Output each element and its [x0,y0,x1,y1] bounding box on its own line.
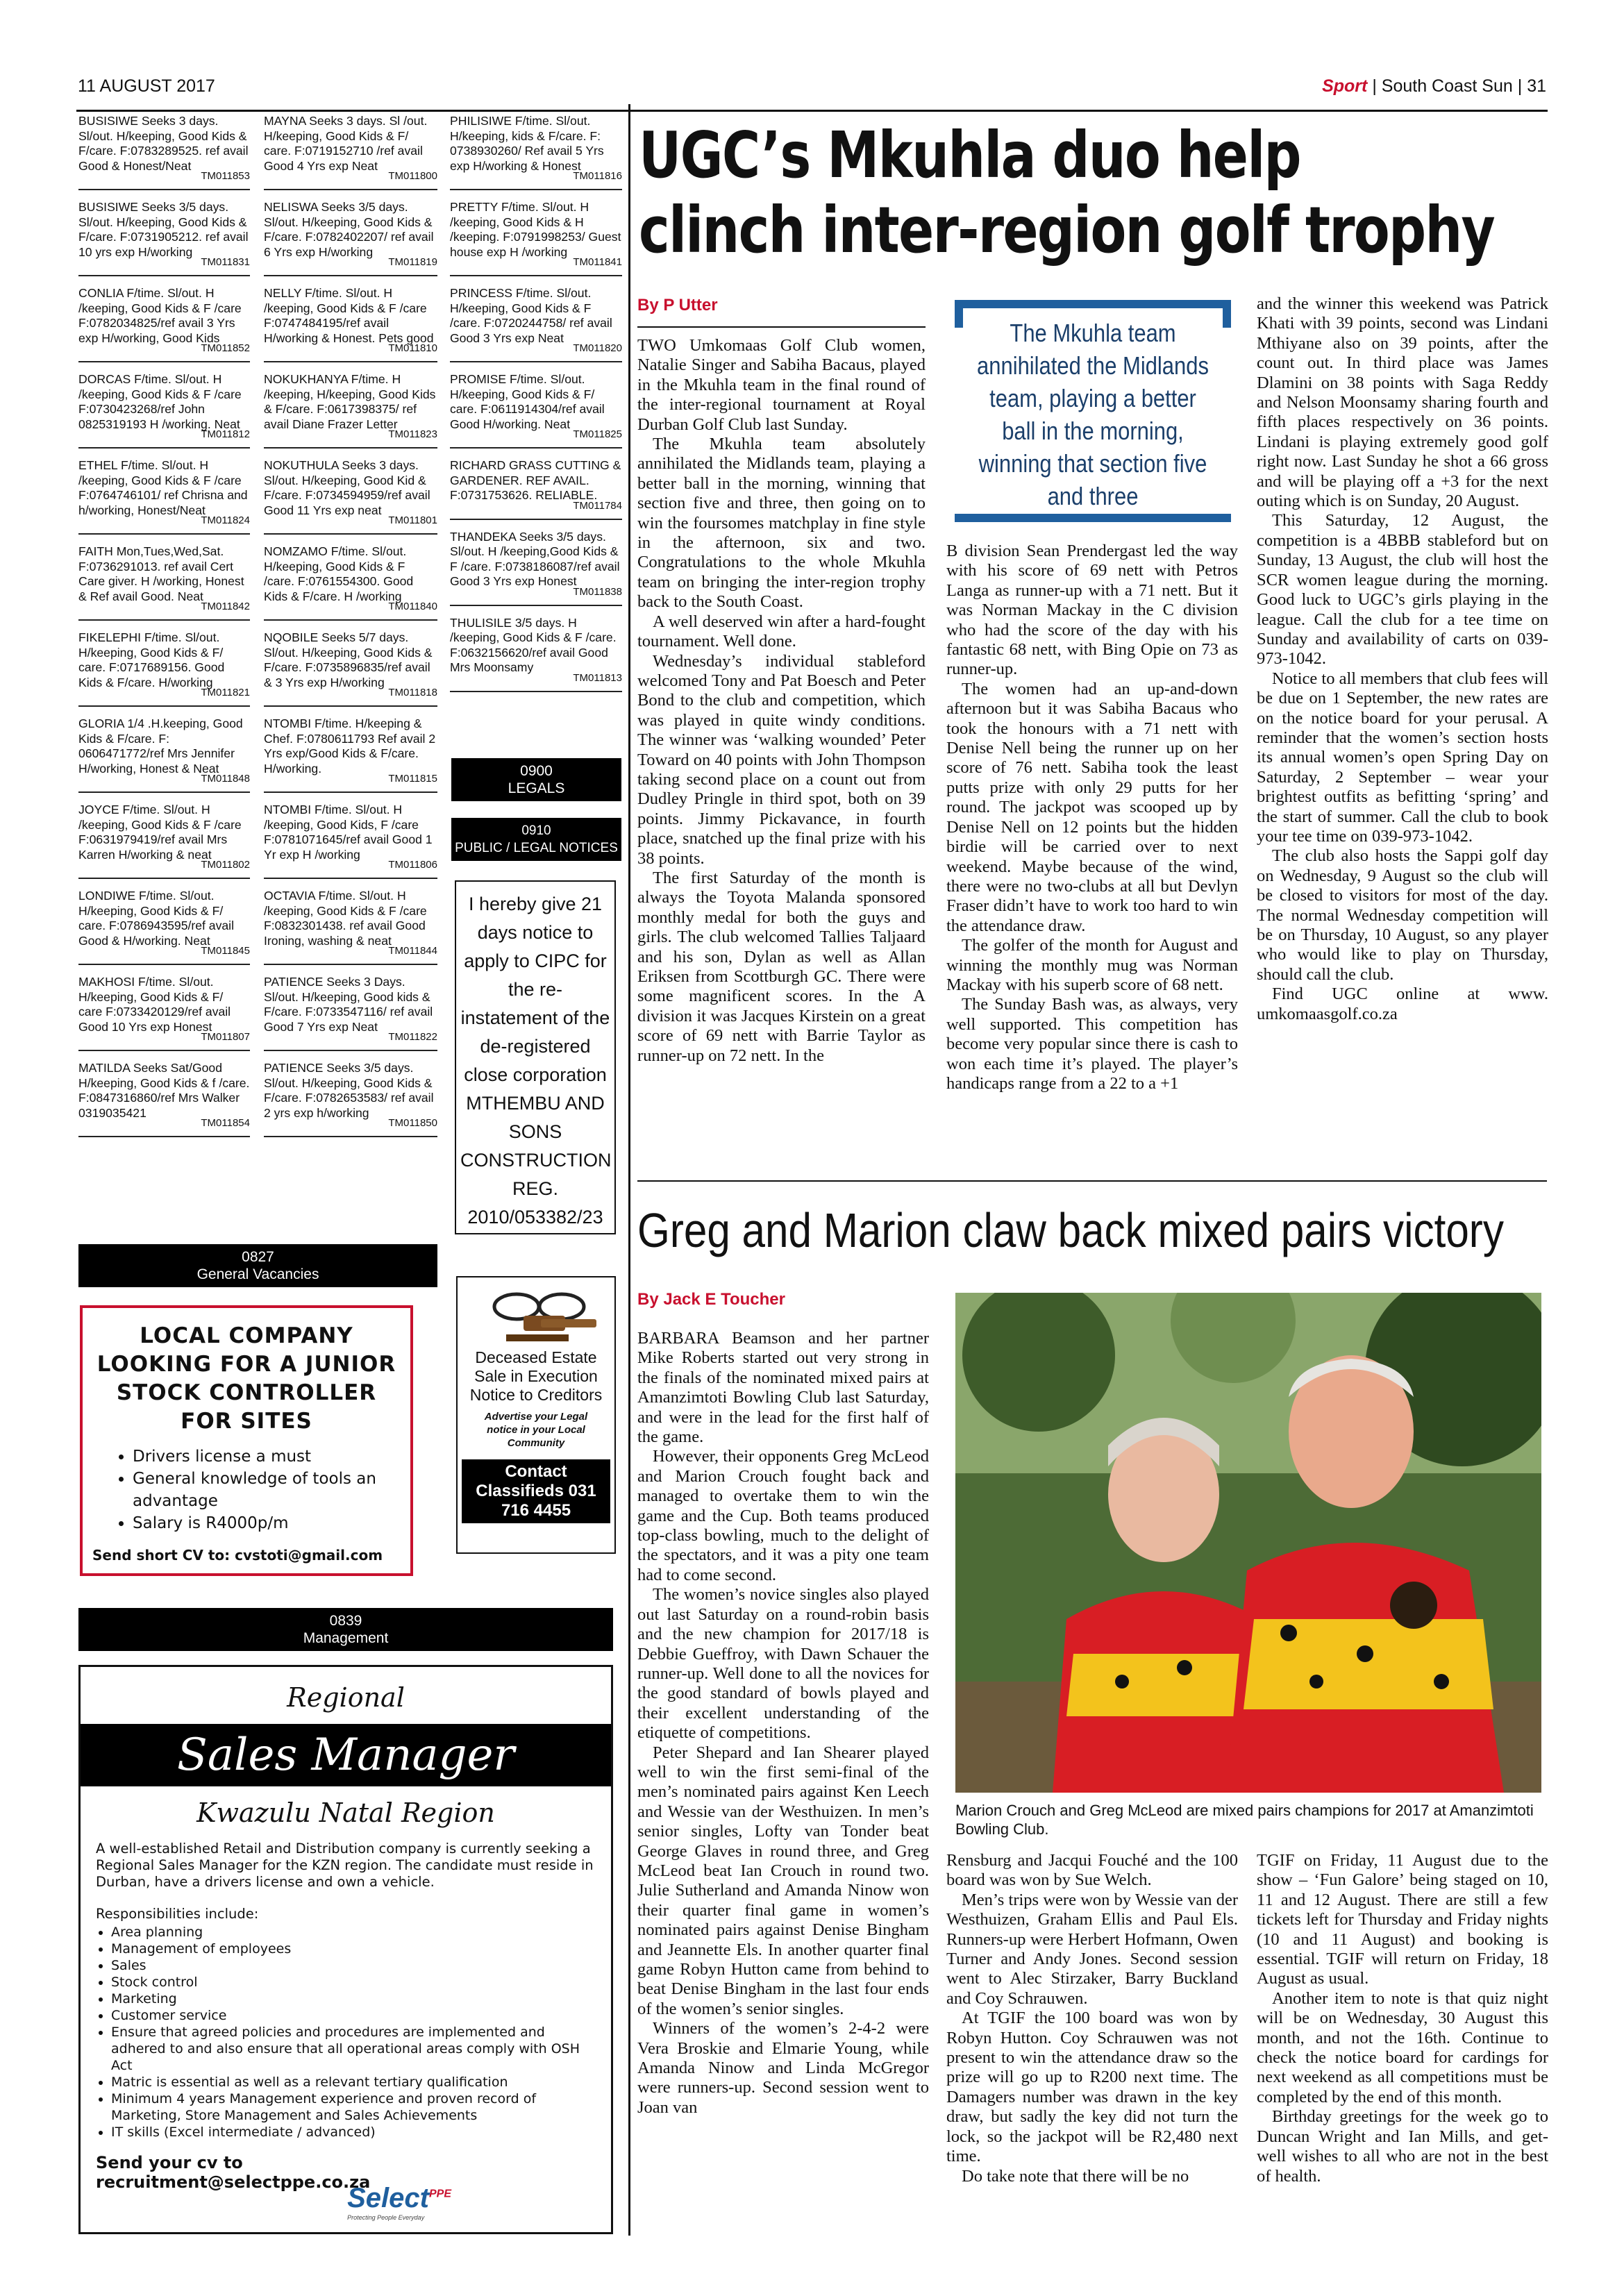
classified-ad-text: THULISILE 3/5 days. H /keeping, Good Kids & F /care. F:0632156620/ref avail Good Mrs Moonsamy [450,615,617,674]
classified-ad [264,793,437,879]
classified-ad-ref: TM011854 [201,1117,250,1129]
classified-ad-ref: TM011815 [388,773,437,785]
classified-ad [78,965,250,1051]
job-ad-bullet: • Salary is R4000p/m [133,1512,401,1534]
classified-ad [450,190,622,276]
job-ad-bullet: • Drivers license a must [133,1446,401,1468]
classified-ad [78,879,250,965]
article1-byline: By P Utter [637,296,718,315]
junior-stock-controller-ad [80,1305,413,1576]
classified-ad [264,1051,437,1137]
classified-ad-ref: TM011825 [573,428,622,440]
deceased-ad-tagline: Advertise your Legal notice in your Local Community [484,1411,588,1449]
classified-ad-ref: TM011831 [201,256,250,268]
article-paragraph: Men’s trips were won by Wessie van der Westhuizen, Graham Ellis and Paul Els. Runners-up were Herbert Hofmann, Owen Turner and Andy Jones. Second session went to Alec Stirzaker, Barry Buckland and Coy Schrauwen. [946,1890,1238,2008]
classified-ad-text: THANDEKA Seeks 3/5 days. Sl/out. H /keeping,Good Kids & F /care. F:0738186087/ref avail Good 3 Yrs exp Honest [450,529,620,588]
classified-ad [450,362,622,449]
classified-ad [264,276,437,362]
classified-ad-text: CONLIA F/time. Sl/out. H /keeping, Good Kids & F /care F:0782034825/ref avail 3 Yrs exp H/working, Good Kids [78,286,242,345]
article-paragraph: BARBARA Beamson and her partner Mike Roberts started out very strong in the finals of the nominated mixed pairs at Amanzimtoti Bowling Club last Saturday, and were in the lead for the first half of the game. [637,1329,929,1447]
classified-ad-ref: TM011813 [573,671,622,684]
responsibility-item: • Sales [111,1957,594,1974]
article-paragraph: TGIF on Friday, 11 August due to the show – ‘Fun Galore’ being staged on 10, 11 and 12 August. There are still a few tickets left for Thursday and Friday nights (10 and 11 August) and booking is essential. TGIF will return on Friday, 18 August as usual. [1257,1851,1548,1988]
article-paragraph: The women had an up-and-down afternoon but it was Sabiha Bacaus who took the honours with a 71 nett with Denise Nell being the runner up on her score of 76 nett. Sabiha took the least putts prize with only 29 putts for her round. The jackpot was scooped up by Denise Nell on 12 points but the hidden birdie will be carried over to next weekend. Maybe because of the wind, there were no two-clubs at all but Devlyn Fraser didn’t have to work too hard to win the attendance draw. [946,679,1238,935]
ad-region: Kwazulu Natal Region [196,1798,495,1828]
classified-ad-ref: TM011810 [388,342,437,354]
classified-ad-text: NOKUKHANYA F/time. H /keeping, H/keeping, Good Kids & F/care. F:0617398375/ ref avail Diane Frazer Letter [264,372,436,431]
classified-ad-ref: TM011852 [201,342,250,354]
article2-headline: Greg and Marion claw back mixed pairs victory [637,1203,1504,1257]
classified-ad-text: PROMISE F/time. Sl/out. H/keeping, Good Kids & F/ care. F:0611914304/ref avail Good H/working. Neat [450,372,605,431]
classified-ad-ref: TM011816 [573,170,622,182]
classified-ad-ref: TM011820 [573,342,622,354]
legal-notice-box: I hereby give 21 days notice to apply to CIPC for the re-instatement of the de-registered close corporation MTHEMBU AND SONS CONSTRUCTION REG. 2010/053382/23 [455,880,616,1234]
classified-ad-text: MAYNA Seeks 3 days. Sl /out. H/keeping, Good Kids & F/ care. F:0719152710 /ref avail Good 4 Yrs exp Neat [264,114,428,173]
sales-manager-ad [78,1665,613,2234]
classified-ad-text: NOMZAMO F/time. Sl/out. H/keeping, Good Kids & F /care. F:0761554300. Good Kids & F/care. H /working [264,544,414,603]
classified-ad-ref: TM011824 [201,514,250,526]
classified-ad [264,621,437,707]
article-paragraph: The Sunday Bash was, as always, very well supported. This competition has become very popular since there is cash to won each time it’s played. The player’s handicaps range from a 22 to a +1 [946,995,1238,1093]
ad-intro: A well-established Retail and Distribution company is currently seeking a Regional Sales Manager for the KZN region. The candidate must reside in Durban, have a drivers license and own a vehicle. [96,1841,594,1890]
classified-ad-ref: TM011850 [388,1117,437,1129]
article-paragraph: B division Sean Prendergast led the way with his score of 69 nett with Petros Langa as runner-up with a 71 nett. But it was Norman Mackay in the C division who had the score of the day with his fantastic 68 nett, with Bing Opie on 73 as runner-up. [946,542,1238,679]
classified-ad [264,190,437,276]
classified-ad [450,606,622,692]
classified-ad [78,190,250,276]
classified-ad [264,362,437,449]
classified-ad-ref: TM011838 [573,585,622,598]
classified-ad [264,879,437,965]
classified-ad [78,104,250,190]
article2-byline: By Jack E Toucher [637,1290,785,1309]
classified-ad-text: NELISWA Seeks 3/5 days. Sl/out. H/keeping, Good Kids & F/care. F:0782402207/ ref avail 6 Yrs exp H/working [264,200,434,259]
headline-line-1: UGC’s Mkuhla duo help [639,118,1300,192]
classified-ad-ref: TM011842 [201,601,250,612]
classified-ad-ref: TM011812 [201,428,250,440]
pull-quote-box [955,300,1231,522]
column-divider [628,104,630,2236]
logo-tagline: Protecting People Everyday [347,2214,425,2221]
classified-ad-text: MAKHOSI F/time. Sl/out. H/keeping, Good Kids & F/ care F:0733420129/ref avail Good 10 Yrs exp Honest [78,975,231,1034]
responsibility-item: • IT skills (Excel intermediate / advanced) [111,2124,594,2140]
ad-regional-label: Regional [287,1682,405,1713]
classified-ad [264,965,437,1051]
classified-ad-text: OCTAVIA F/time. Sl/out. H /keeping, Good Kids & F /care F:0832301438. ref avail Good Ironing, washing & neat [264,889,427,948]
job-ad-bullet: • General knowledge of tools an advantage [133,1468,401,1512]
legals-bar: 0900 LEGALS [451,758,621,801]
responsibility-item: • Customer service [111,2007,594,2024]
classified-ad [78,362,250,449]
classified-ad-text: NTOMBI F/time. Sl/out. H /keeping, Good Kids, F /care F:0781071645/ref avail Good 1 Yr exp H /working [264,803,433,862]
article-paragraph: At TGIF the 100 board was won by Robyn Hutton. Coy Schrauwen was not present to win the attendance draw so the prize will go up to R200 next time. The Damagers number was drawn in the key draw, but sadly the key did not turn the lock, so the jackpot will be R2,480 next time. [946,2009,1238,2166]
headline-line-2: clinch inter-region golf trophy [639,193,1495,267]
job-ad-contact: Send short CV to: cvstoti@gmail.com [92,1547,383,1564]
classified-ad-text: JOYCE F/time. Sl/out. H /keeping, Good Kids & F /care F:0631979419/ref avail Mrs Karren H/working & neat [78,803,242,862]
classified-ad [78,707,250,793]
classified-ad-ref: TM011806 [388,859,437,871]
article1-column-1 [637,336,926,1066]
classified-ad-ref: TM011848 [201,773,250,785]
general-vacancies-bar: 0827 General Vacancies [78,1244,437,1287]
section-name: Sport [1322,76,1368,96]
classified-ad [264,104,437,190]
article-paragraph: Rensburg and Jacqui Fouché and the 100 board was won by Sue Welch. [946,1851,1238,1890]
classified-ad-text: NTOMBI F/time. H/keeping & Chef. F:0780611793 Ref avail 2 Yrs exp/Good Kids & F/care. H/working. [264,717,436,776]
article-separator [637,1180,1547,1182]
article-paragraph: Winners of the women’s 2-4-2 were Vera Broskie and Elmarie Young, while Amanda Ninow and Linda McGregor were runners-up. Second session went to Joan van [637,2019,929,2117]
classified-ad-text: NOKUTHULA Seeks 3 days. Sl/out. H/keeping, Good Kid & F/care. F:0734594959/ref avail Good 11 Yrs exp neat [264,458,430,517]
classified-ad [264,707,437,793]
classified-ad-ref: TM011844 [388,945,437,957]
classified-ad-ref: TM011802 [201,859,250,871]
article-paragraph: A well deserved win after a hard-fought tournament. Well done. [637,612,926,651]
classified-ad-ref: TM011845 [201,945,250,957]
classified-ad [78,449,250,535]
article-paragraph: Do take note that there will be no [962,2166,1189,2186]
article-paragraph: The Mkuhla team absolutely annihilated the Midlands team, playing a better ball in the morning, winning that section five and three, then going on to win the foursomes matchplay in fine style in the afternoon, six and two. Congratulations to the whole Mkuhla team on bringing the inter-region trophy back to the South Coast. [637,435,926,612]
responsibility-item: • Management of employees [111,1941,594,1957]
article-paragraph: The golfer of the month for August and winning the monthly mug was Norman Mackay with his superb score of 68 nett. [946,936,1238,994]
classifieds-column-3 [450,104,622,692]
classified-ad-text: PRETTY F/time. Sl/out. H /keeping, Good Kids & H /keeping. F:0791998253/ Guest house exp H /working [450,200,621,259]
classified-ad-text: NQOBILE Seeks 5/7 days. Sl/out. H/keeping, Good Kids & F/care. F:0735896835/ref avail & 3 Yrs exp H/working [264,630,433,689]
classified-ad [264,449,437,535]
ad-send-cv: Send your cv to recruitment@selectppe.co.za [96,2153,371,2192]
classified-ad-text: BUSISIWE Seeks 3/5 days. Sl/out. H/keeping, Good Kids & F/care. F:0731905212. ref avail 10 yrs exp H/working [78,200,249,259]
ad-sales-manager-banner: Sales Manager [81,1724,611,1786]
bowlers-photo [955,1293,1541,1793]
page-folio: Sport | South Coast Sun | 31 [1322,76,1546,96]
classified-ad-text: PATIENCE Seeks 3 Days. Sl/out. H/keeping, Good kids & F/care. F:0733547116/ ref avail Good 7 Yrs exp Neat [264,975,433,1034]
classified-ad-text: RICHARD GRASS CUTTING & GARDENER. REF AVAIL. F:0731753626. RELIABLE. [450,458,621,502]
classified-ad [264,535,437,621]
article2-column-3 [1257,1851,1548,2186]
job-ad-title: LOCAL COMPANY LOOKING FOR A JUNIOR STOCK CONTROLLER FOR SITES [97,1323,396,1434]
classifieds-column-2 [264,104,437,1137]
logo-suffix: PPE [428,2188,451,2200]
classified-ad-ref: TM011801 [388,514,437,526]
pull-quote: The Mkuhla team annihilated the Midlands team, playing a better ball in the morning, winning that section five and three [977,319,1209,510]
classified-ad-ref: TM011822 [388,1031,437,1043]
classified-ad-text: BUSISIWE Seeks 3 days. Sl/out. H/keeping, Good Kids & F/care. F:0783289525. ref avail Good & Honest/Neat [78,114,249,173]
deceased-estate-ad [456,1276,616,1554]
responsibility-item: • Minimum 4 years Management experience and proven record of Marketing, Store Management and Sales Achievements [111,2090,594,2124]
responsibility-item: • Ensure that agreed policies and procedures are implemented and adhered to and also ensure that all operational areas comply with OSH Act [111,2024,594,2074]
classified-ad [78,793,250,879]
article-paragraph: TWO Umkomaas Golf Club women, Natalie Singer and Sabiha Bacaus, played in the Mkuhla team in the final round of the inter-regional tournament at Royal Durban Golf Club last Sunday. [637,336,926,434]
page-date: 11 AUGUST 2017 [78,76,215,96]
classified-ad [78,535,250,621]
article-paragraph: Peter Shepard and Ian Shearer played well to win the first semi-final of the men’s nominated pairs against Ken Leech and Wessie van der Westhuizen. In men’s senior singles, Lofty van Tonder beat George Glaves in round three, and Greg McLeod beat Ian Crouch in round two. Julie Sutherland and Amanda Ninow won their quarter final game in women’s nominated pairs against Denise Bingham and Jeannette Els. In another quarter final game Robyn Hutton came from behind to beat Denise Bingham in the last four ends of the women’s senior singles. [637,1743,929,2018]
classified-ad-text: DORCAS F/time. Sl/out. H /keeping, Good Kids & F /care F:0730423268/ref John 0825319193 H /working. Neat [78,372,242,431]
byline-rule [637,326,926,328]
deceased-ad-heading: Deceased Estate Sale in Execution Notice to Creditors [469,1348,603,1404]
classified-ad-ref: TM011840 [388,601,437,612]
article-paragraph: The women’s novice singles also played out last Saturday on a round-robin basis and the new champion for 2017/18 is Debbie Gueffroy, with Dawn Schauer the runner-up. Well done to all the novices for the good standard of bowls played and their excellent understanding of the etiquette of competitions. [637,1585,929,1743]
classified-ad-ref: TM011818 [388,687,437,698]
article2-column-1 [637,1329,929,2118]
article-paragraph: Birthday greetings for the week go to Duncan Wright and Ian Mills, and get-well wishes to all who are not in the best of health. [1257,2107,1548,2186]
article-paragraph: This Saturday, 12 August, the competition is a 4BBB stableford but on Sunday, 13 August, the club will host the SCR women league during the morning. Good luck to UGC’s girls playing in the league. Call the club for a tee time on Sunday and availability of carts on 039-973-1042. [1257,511,1548,669]
classified-ad-ref: TM011841 [573,256,622,268]
ad-responsibilities-label: Responsibilities include: [96,1906,259,1922]
management-bar: 0839 Management [78,1608,613,1651]
classified-ad-text: FIKELEPHI F/time. Sl/out. H/keeping, Good Kids & F/ care. F:0717689156. Good Kids & F/care. H/working [78,630,225,689]
contact-classifieds-box: Contact Classifieds 031 716 4455 [462,1459,610,1523]
classified-ad [78,1051,250,1137]
classified-ad-text: PRINCESS F/time. Sl/out. H/keeping, Good Kids & F /care. F:0720244758/ ref avail Good 3 Yrs exp Neat [450,286,612,345]
classified-ad [78,276,250,362]
article-paragraph: Find UGC online at www. umkomaasgolf.co.za [1257,984,1548,1023]
article-paragraph: Notice to all members that club fees will be due on 1 September, the new rates are on the notice board for your perusal. A reminder that the women’s section hosts its annual women’s open Spring Day on Saturday, 2 September – wear your brightest outfits as befitting ‘spring’ and the start of summer. Call the club to book your tee time on 039-973-1042. [1257,669,1549,846]
gavel-glasses-illustration [458,1277,614,1347]
classified-ad-ref: TM011819 [388,256,437,268]
classified-ad-text: MATILDA Seeks Sat/Good H/keeping, Good Kids & f /care. F:0847316860/ref Mrs Walker 0319035421 [78,1061,250,1120]
classified-ad [450,104,622,190]
article-paragraph: Another item to note is that quiz night will be on Wednesday, 30 August this month, and not the 16th. Continue to check the notice board for cardings for next weekend as all competitions must be completed by the end of this month. [1257,1988,1548,2106]
job-ad-requirements [92,1446,401,1534]
classified-ad-text: GLORIA 1/4 .H.keeping, Good Kids & F/care. F: 0606471772/ref Mrs Jennifer H/working, Honest & Neat [78,717,243,776]
article-paragraph: Wednesday’s individual stableford welcomed Tony and Pat Boesch and Peter Bond to the club and competition, which was played in quite windy conditions. The winner was ‘walking wounded’ Peter Toward on 40 points with John Thompson taking second place on a count out from Dudley Pringle in third spot, both on 39 points. Jimmy Pickavance, in fourth place, snatched up the final prize with his 38 points. [637,651,926,868]
article1-column-3 [1257,294,1548,1024]
classified-ad-ref: TM011807 [201,1031,250,1043]
classified-ad-ref: TM011823 [388,428,437,440]
article-paragraph: and the winner this weekend was Patrick Khati with 39 points, second was Lindani Mthiyane also on 39 points, after the count out. In third place was James Dlamini on 38 points with Saga Reddy and Nelson Moonsamy sharing fourth and fifth places respectively on 36 points. Lindani is playing extremely good golf right now. Last Sunday he shot a 66 gross and will be playing off a +3 for the next outing which is on Sunday, 20 August. [1257,294,1548,511]
article2-column-2 [946,1851,1238,2186]
classified-ad-ref: TM011800 [388,170,437,182]
article1-column-2 [946,542,1238,1093]
classified-ad-ref: TM011821 [201,687,250,698]
paper-name: South Coast Sun [1381,76,1513,96]
classified-ad-ref: TM011784 [573,499,622,512]
responsibility-item: • Area planning [111,1924,594,1941]
classified-ad-text: LONDIWE F/time. Sl/out. H/keeping, Good Kids & F/ care. F:0786943595/ref avail Good & H/working. Neat [78,889,234,948]
article-paragraph: The first Saturday of the month is always the Toyota Malanda sponsored monthly medal for both the guys and girls. The club welcomed Tallies Taljaard and his son, Dylan as well as Allan Eriksen from Scottburgh GC. There were some magnificent scores. In the A division it was Jacques Kirstein on a great score of 69 nett with Barrie Taylor as runner-up on 72 nett. In the [637,868,926,1065]
classified-ad-text: NELLY F/time. Sl/out. H /keeping, Good Kids & F /care F:0747484195/ref avail H/working & Honest. Pets good [264,286,434,345]
page-number: 31 [1527,76,1546,96]
classified-ad-text: FAITH Mon,Tues,Wed,Sat. F:0736291013. ref avail Cert Care giver. H /working, Honest & Ref avail Good. Neat [78,544,244,603]
classified-ad [450,276,622,362]
responsibility-item: • Stock control [111,1974,594,1991]
classified-ad [78,621,250,707]
classified-ad [450,449,622,520]
article-paragraph: The club also hosts the Sappi golf day on Wednesday, 9 August so the club will be closed to visitors for most of the day. The normal Wednesday competition will be on Thursday, 10 August, so any player who would like to play on Thursday, should call the club. [1257,846,1548,984]
selectppe-logo [347,2183,451,2221]
classified-ad-text: PATIENCE Seeks 3/5 days. Sl/out. H/keeping, Good Kids & F/care. F:0782653583/ ref avail 2 yrs exp h/working [264,1061,434,1120]
classified-ad-text: ETHEL F/time. Sl/out. H /keeping, Good Kids & F /care F:0764746101/ ref Chrisna and h/working, Honest/Neat [78,458,248,517]
classified-ad-text: PHILISIWE F/time. Sl/out. H/keeping, kids & F/care. F: 0738930260/ Ref avail 5 Yrs exp H/working & Honest [450,114,604,173]
classified-ad-ref: TM011853 [201,170,250,182]
logo-word: Select [347,2183,429,2213]
photo-caption: Marion Crouch and Greg McLeod are mixed pairs champions for 2017 at Amanzimtoti Bowling Club. [955,1802,1534,1838]
responsibility-item: • Marketing [111,1991,594,2007]
responsibility-item: • Matric is essential as well as a relevant tertiary qualification [111,2074,594,2090]
article-paragraph: However, their opponents Greg McLeod and Marion Crouch fought back and managed to overtake them to win the game and the Cup. Both teams produced top-class bowling, much to the delight of the spectators, and it was a pity one team had to come second. [637,1447,929,1584]
public-notices-bar: 0910 PUBLIC / LEGAL NOTICES [451,818,621,861]
classified-ad [450,520,622,606]
classifieds-column-1 [78,104,250,1137]
ad-responsibilities-list [81,1924,594,2140]
